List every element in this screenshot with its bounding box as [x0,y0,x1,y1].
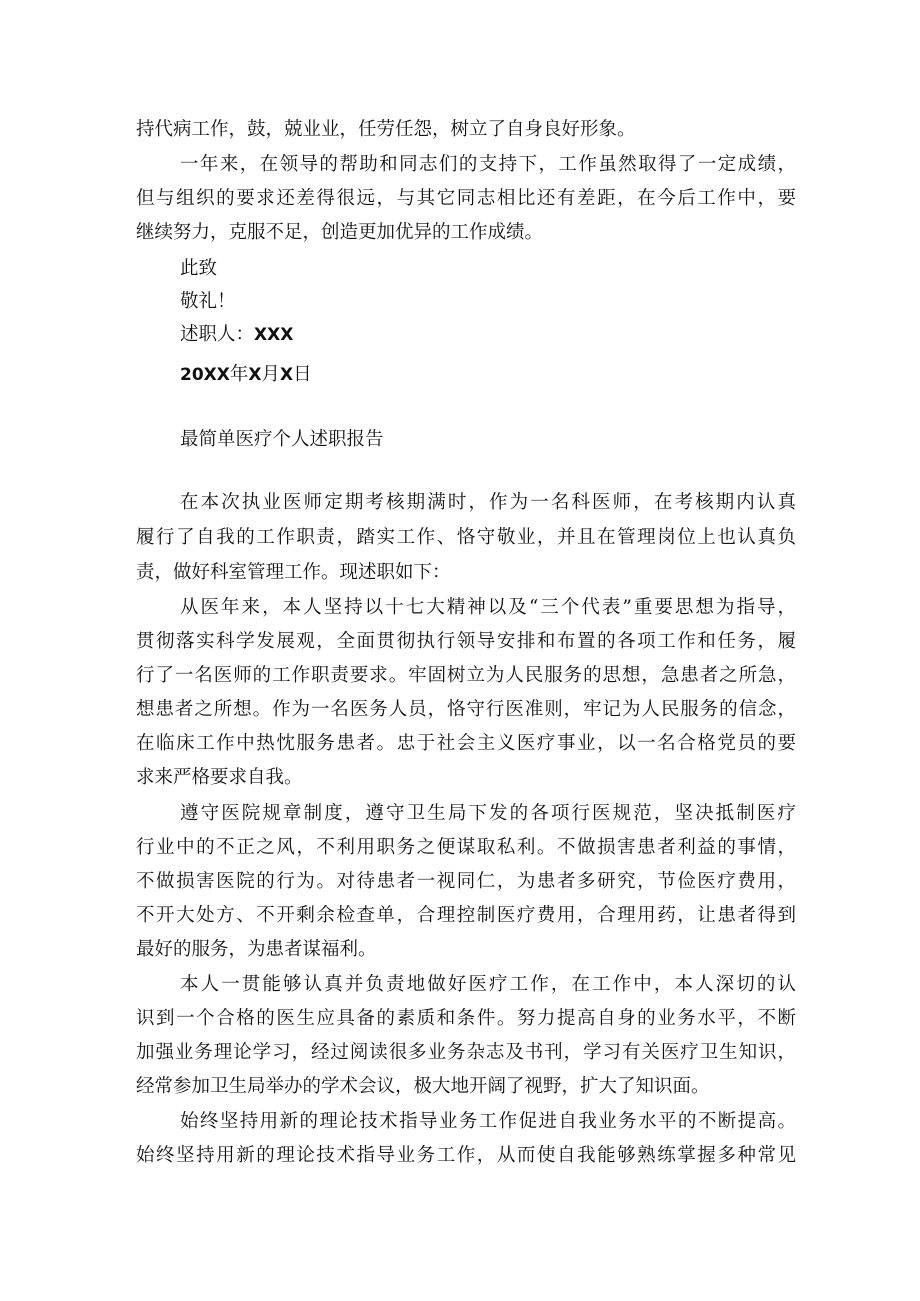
body-paragraph-line: 经常参加卫生局举办的学术会议，极大地开阔了视野，扩大了知识面。 [136,1076,710,1097]
reporter-label: 述职人： [180,324,255,345]
report-title: 最简单医疗个人述职报告 [180,429,384,450]
body-paragraph-line: 最好的服务，为患者谋福利。 [136,939,377,960]
body-paragraph-line: 行了一名医师的工作职责要求。牢固树立为人民服务的思想，急患者之所急， [136,665,796,686]
body-paragraph-line: 在本次执业医师定期考核期满时，作为一名科医师，在考核期内认真 [180,492,796,513]
salutation: 此致 [180,258,218,279]
regards: 敬礼！ [180,291,236,312]
body-paragraph-line: 责，做好科室管理工作。现述职如下： [136,562,451,583]
closing-paragraph-line: 一年来，在领导的帮助和同志们的支持下，工作虽然取得了一定成绩， [180,154,796,175]
body-paragraph-line: 不做损害医院的行为。对待患者一视同仁，为患者多研究，节俭医疗费用， [136,871,796,892]
reporter-signature [180,322,796,348]
body-paragraph-line: 始终坚持用新的理论技术指导业务工作，从而使自我能够熟练掌握多种常见 [136,1145,796,1166]
report-date [180,362,796,388]
date-year-suffix: 年 [229,364,249,385]
body-paragraph-line: 识到一个合格的医生应具备的素质和条件。努力提高自身的业务水平，不断 [136,1008,796,1029]
body-paragraph-line: 遵守医院规章制度，遵守卫生局下发的各项行医规范，坚决抵制医疗 [180,803,796,824]
body-paragraph-line: 贯彻落实科学发展观，全面贯彻执行领导安排和布置的各项工作和任务，履 [136,631,796,652]
date-day-suffix: 日 [293,364,312,385]
date-month: X [248,365,262,385]
closing-paragraph-line: 继续努力，克服不足，创造更加优异的工作成绩。 [136,222,544,243]
closing-paragraph-line: 但与组织的要求还差得很远，与其它同志相比还有差距，在今后工作中，要 [136,188,796,209]
body-paragraph-line: 行业中的不正之风，不利用职务之便谋取私利。不做损害患者利益的事情， [136,837,796,858]
body-paragraph-line: 在临床工作中热忱服务患者。忠于社会主义医疗事业，以一名合格党员的要 [136,733,796,754]
body-paragraph-line: 本人一贯能够认真并负责地做好医疗工作，在工作中，本人深切的认 [180,974,796,995]
date-month-suffix: 月 [261,364,281,385]
date-year: 20XX [180,365,230,385]
body-paragraph-line: 想患者之所想。作为一名医务人员，恪守行医准则，牢记为人民服务的信念， [136,699,796,720]
closing-paragraph-line: 持代病工作，鼓，兢业业，任劳任怨，树立了自身良好形象。 [136,119,636,140]
body-paragraph-line: 履行了自我的工作职责，踏实工作、恪守敬业，并且在管理岗位上也认真负 [136,527,796,548]
body-paragraph-line: 始终坚持用新的理论技术指导业务工作促进自我业务水平的不断提高。 [180,1111,796,1132]
body-paragraph-line: 从医年来，本人坚持以十七大精神以及“三个代表”重要思想为指导， [180,597,796,618]
date-day: X [280,365,294,385]
body-paragraph-line: 加强业务理论学习，经过阅读很多业务杂志及书刊，学习有关医疗卫生知识， [136,1042,796,1063]
reporter-name: XXX [254,325,294,345]
body-paragraph-line: 不开大处方、不开剩余检查单，合理控制医疗费用，合理用药，让患者得到 [136,905,796,926]
body-paragraph-line: 求来严格要求自我。 [136,767,303,788]
